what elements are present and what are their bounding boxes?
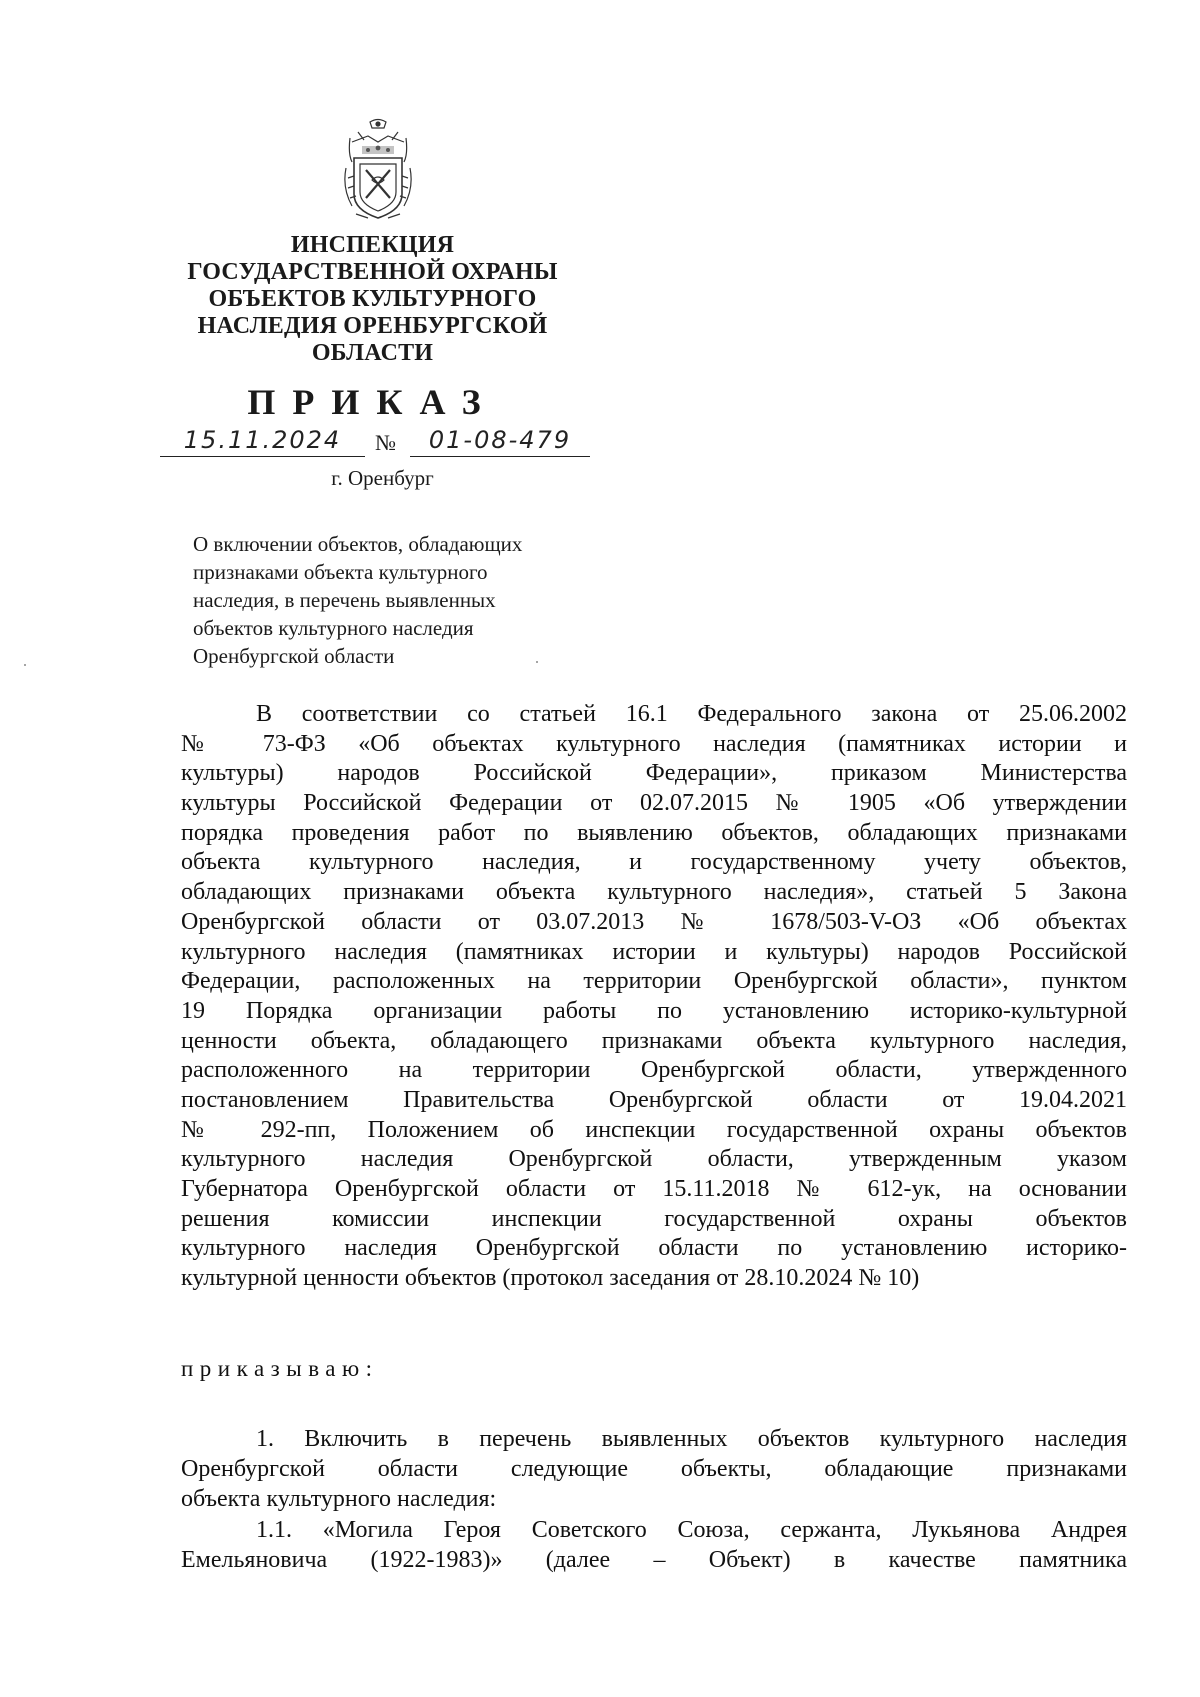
text-line: культурного наследия Оренбургской области по установлению историко-	[181, 1235, 1127, 1262]
item-1-paragraph	[181, 1425, 1127, 1515]
text-line: культурного наследия Оренбургской области, утвержденным указом	[181, 1146, 1127, 1173]
issue-city: г. Оренбург	[331, 466, 434, 490]
text-line: Емельяновича (1922-1983)» (далее – Объект) в качестве памятника	[181, 1547, 1127, 1573]
text-line: Оренбургской области следующие объекты, обладающие признаками	[181, 1456, 1127, 1482]
text-line: обладающих признаками объекта культурного наследия», статьей 5 Закона	[181, 879, 1127, 906]
subject-line: Оренбургской области	[193, 644, 395, 668]
org-line: ОБЛАСТИ	[311, 340, 434, 366]
text-line: объекта культурного наследия:	[181, 1486, 497, 1512]
text-line: порядка проведения работ по выявлению объектов, обладающих признаками	[181, 819, 1127, 846]
coat-of-arms-emblem	[338, 118, 418, 224]
text-line: Федерации, расположенных на территории Оренбургской области», пунктом	[181, 968, 1127, 995]
text-line: 1.1. «Могила Героя Советского Союза, сержанта, Лукьянова Андрея	[256, 1517, 1127, 1543]
text-line: культурной ценности объектов (протокол заседания от 28.10.2024 № 10)	[181, 1265, 920, 1292]
document-type-title: ПРИКАЗ	[247, 382, 498, 422]
text-line: 1. Включить в перечень выявленных объектов культурного наследия	[256, 1426, 1127, 1452]
subject-line: О включении объектов, обладающих	[193, 532, 523, 556]
text-line: № 292-пп, Положением об инспекции государственной охраны объектов	[181, 1116, 1127, 1143]
handwritten-date: 15.11.2024	[160, 424, 365, 457]
scan-speck	[24, 664, 26, 666]
subject-line: признаками объекта культурного	[193, 560, 488, 584]
org-line: ГОСУДАРСТВЕННОЙ ОХРАНЫ	[187, 259, 558, 285]
text-line: ценности объекта, обладающего признаками объекта культурного наследия,	[181, 1027, 1127, 1054]
item-1-1-paragraph	[181, 1516, 1127, 1576]
handwritten-order-number: 01-08-479	[410, 424, 590, 457]
subject-line: объектов культурного наследия	[193, 616, 474, 640]
text-line: объекта культурного наследия, и государственному учету объектов,	[181, 849, 1127, 876]
text-line: культуры Российской Федерации от 02.07.2015 № 1905 «Об утверждении	[181, 790, 1127, 817]
number-sign: №	[375, 430, 396, 455]
org-line: ОБЪЕКТОВ КУЛЬТУРНОГО	[208, 286, 537, 312]
text-line: Губернатора Оренбургской области от 15.11.2018 № 612-ук, на основании	[181, 1176, 1127, 1202]
text-line: расположенного на территории Оренбургской области, утвержденного	[181, 1057, 1127, 1084]
text-line: Оренбургской области от 03.07.2013 № 1678/503-V-ОЗ «Об объектах	[181, 908, 1127, 935]
issuing-organization	[160, 232, 585, 367]
text-line: № 73-ФЗ «Об объектах культурного наследия (памятниках истории и	[181, 730, 1127, 757]
text-line: 19 Порядка организации работы по установлению историко-культурной	[181, 997, 1127, 1024]
text-line: постановлением Правительства Оренбургской области от 19.04.2021	[181, 1086, 1127, 1113]
order-subject	[193, 530, 613, 670]
org-line: ИНСПЕКЦИЯ	[290, 232, 455, 258]
text-line: В соответствии со статьей 16.1 Федерального закона от 25.06.2002	[256, 701, 1127, 727]
text-line: культурного наследия (памятниках истории и культуры) народов Российской	[181, 938, 1127, 965]
scan-speck	[536, 661, 538, 663]
decree-word: приказываю:	[181, 1356, 379, 1381]
preamble-paragraph	[181, 700, 1127, 1294]
text-line: решения комиссии инспекции государственной охраны объектов	[181, 1205, 1127, 1232]
org-line: НАСЛЕДИЯ ОРЕНБУРГСКОЙ	[197, 313, 548, 339]
text-line: культуры) народов Российской Федерации», приказом Министерства	[181, 760, 1127, 787]
subject-line: наследия, в перечень выявленных	[193, 588, 496, 612]
